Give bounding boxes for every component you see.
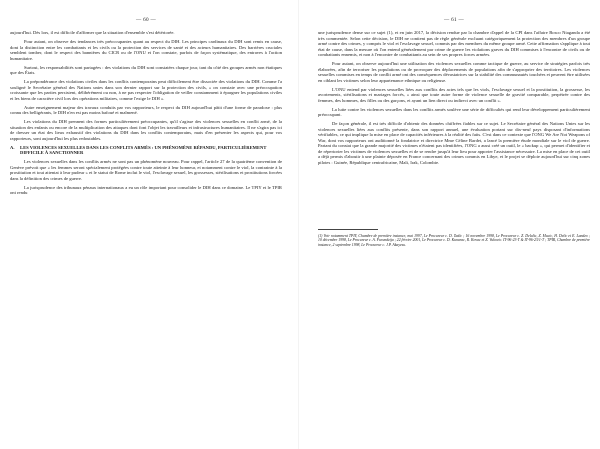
page-number: — 60 — bbox=[136, 17, 156, 23]
paragraph: Autre enseignement majeur des travaux conduits par vos rapporteurs, le respect du DIH aujourd'hui pâtit d'une forme de paradoxe : plus connu des belligérants, le DIH n'en est pas moins bafoué et malmené. bbox=[10, 104, 282, 115]
footnote-divider bbox=[318, 229, 378, 230]
paragraph: aujourd'hui. Dès lors, il est difficile d'affirmer que la situation d'ensemble s'est détériorée. bbox=[10, 30, 175, 35]
section-title: LES VIOLENCES SEXUELLES DANS LES CONFLITS ARMÉS : UN PHÉNOMÈNE RÉPANDU, PARTICULIÈREMENT DIFFICILE À SANCTIONNER bbox=[20, 144, 267, 155]
page-number: — 61 — bbox=[444, 17, 464, 23]
paragraph: La jurisprudence des tribunaux pénaux internationaux a eu un rôle important pour consolider le DIH dans ce domaine. Le TPIY et le TPIR ont rendu bbox=[10, 184, 282, 195]
paragraph: L'ONU entend par violences sexuelles liées aux conflits des actes tels que les viols, l'esclavage sexuel et la prostitution, la grossesse, les avortements, stérilisations et mariages forcés, « ainsi que toute autre forme de violence sexuelle de gravité comparable, perpétrée contre des femmes, des hommes, des filles ou des garçons, et ayant un lien direct ou indirect avec un conflit ». bbox=[318, 86, 590, 103]
paragraph: une jurisprudence dense sur ce sujet (1), et en juin 2017, la décision rendue par la chambre d'appel de la CPI dans l'affaire Bosco Ntaganda a été très commentée. Selon cette décision, le DIH ne contient pas de règle générale excluant catégoriquement la protection des membres d'un groupe armé contre des crimes, y compris le viol et l'esclavage sexuel, commis par des membres du même groupe armé. Cette affirmation s'applique à tout état de cause, dans la mesure où l'on entend généralement par crime de guerre les violations graves du DIH commises à l'encontre de civils ou de combattants ennemis, et non à l'encontre de combattants au sein de ses propres forces armées. bbox=[318, 30, 590, 57]
paragraph: Les violations du DIH prennent des formes particulièrement préoccupantes, qu'il s'agisse des violences sexuelles en conflit armé, de la situation des enfants ou encore de la multiplication des attaques dont font l'objet les travailleurs et infrastructures humanitaires. Il ne s'agira pas ici de dresser un état des lieux exhaustif des violations du DIH dans les conflits contemporains, mais d'en présenter les aspects qui, pour vos rapporteurs, sont aujourd'hui les plus redoutables. bbox=[10, 119, 282, 141]
paragraph: De façon générale, il est très difficile d'obtenir des données chiffrées fiables sur ce sujet. Le Secrétaire général des Nations Unies sur les violences sexuelles liées aux conflits présente, dans son rapport annuel, une évaluation portant sur dix-neuf pays disposant d'informations vérifiables, ce qui implique la mise en place de capacités inférieures à la réalité des faits. C'est dans ce contexte que l'ONG We Are Not Weapons of War, dont vos rapporteurs ont auditionné la fondatrice et directrice Mme Céline Bardet, a lancé la première étude mondiale sur le viol de guerre. Partant du constat que la grande majorité des victimes n'étaient pas identifiées, l'ONG a aussi créé un outil, le « backup », qui permet d'identifier et de répertorier les victimes de violences sexuelles et de se rendre jusqu'à leur lieu pour apporter l'assistance nécessaire. La mise en place de cet outil a déjà permis d'aboutir à une plainte déposée en France concernant des crimes commis en Libye, et le projet se déploie aujourd'hui sur cinq zones pilotes : Guinée, République centrafricaine, Mali, Irak, Colombie. bbox=[318, 121, 590, 165]
section-letter: A. bbox=[10, 144, 15, 150]
paragraph: Surtout, les responsabilités sont partagées : des violations du DIH sont constatées chaque jour, tant du côté des groupes armés non étatiques que des États. bbox=[10, 64, 282, 75]
right-page bbox=[318, 0, 590, 449]
paragraph: Les violences sexuelles dans les conflits armés ne sont pas un phénomène nouveau. Pour rappel, l'article 27 de la quatrième convention de Genève prévoit que « les femmes seront spécialement protégées contre toute atteinte à leur honneur, et notamment contre le viol, la contrainte à la prostitution et tout attentat à leur pudeur » et le statut de Rome inclut le viol, l'esclavage sexuel, les grossesses, stérilisations et prostitutions forcées dans la définition des crimes de guerre. bbox=[10, 159, 282, 181]
footnote: (1) Voir notamment TPIY, Chambre de première instance, mai 1997, Le Procureur c. D. Tadic ; 16 novembre 1998, Le Procureur c. Z. Delalic, Z. Mucic, H. Delic et E. Landzo ; 10 décembre 1998, Le Procureur c. A. Furundzija ; 22 février 2001, Le Procureur c. D. Kunarac, R. Kovac et Z. Vukovic. IT-96-23-T & IT-96-23/1-T ; TPIR, Chambre de première instance, 2 septembre 1998, Le Procureur c. J.P. Akayesu. bbox=[318, 233, 590, 247]
paragraph: La prépondérance des violations civiles dans les conflits contemporains peut difficilement être dissociée des violations du DIH. Comme l'a souligné le Secrétaire général des Nations unies dans son dernier rapport sur la protection des civils, « on constate avec une préoccupation croissante que les parties persistent, délibérément ou non, à ne pas respecter l'obligation de veiller constamment à épargner les populations civiles et les biens de caractère civil lors des opérations militaires, comme l'exige le DIH ». bbox=[10, 79, 282, 101]
paragraph: Pour autant, on observe des tendances très préoccupantes quant au respect du DIH. Les principes cardinaux du DIH sont remis en cause, dont la distinction entre les combattants et les civils ou la protection des services de santé et des acteurs humanitaires. Des barrières cruciales semblent tomber, dont le respect des bannières du CICR ou de l'ONU et l'on constate, parfois de façon systématique, des entraves à l'action humanitaire. bbox=[10, 39, 282, 61]
left-page bbox=[10, 0, 282, 449]
paragraph: La lutte contre les violences sexuelles dans les conflits armés soulève une série de difficultés qui rend leur développement particulièrement préoccupant. bbox=[318, 106, 590, 117]
section-heading bbox=[10, 145, 282, 156]
page-gutter bbox=[298, 0, 299, 449]
paragraph: Pour autant, on observe aujourd'hui une utilisation des violences sexuelles comme tactique de guerre, au service de stratégies parfois très élaborées, afin de terroriser les populations ou de provoquer des déplacements de populations afin de s'approprier des territoires. Les violences sexuelles commises en temps de conflit armé ont des conséquences dévastatrices sur la stabilité des communautés touchées et peuvent être utilisées en ciblant les victimes selon leur appartenance ethnique ou religieuse. bbox=[318, 61, 590, 83]
